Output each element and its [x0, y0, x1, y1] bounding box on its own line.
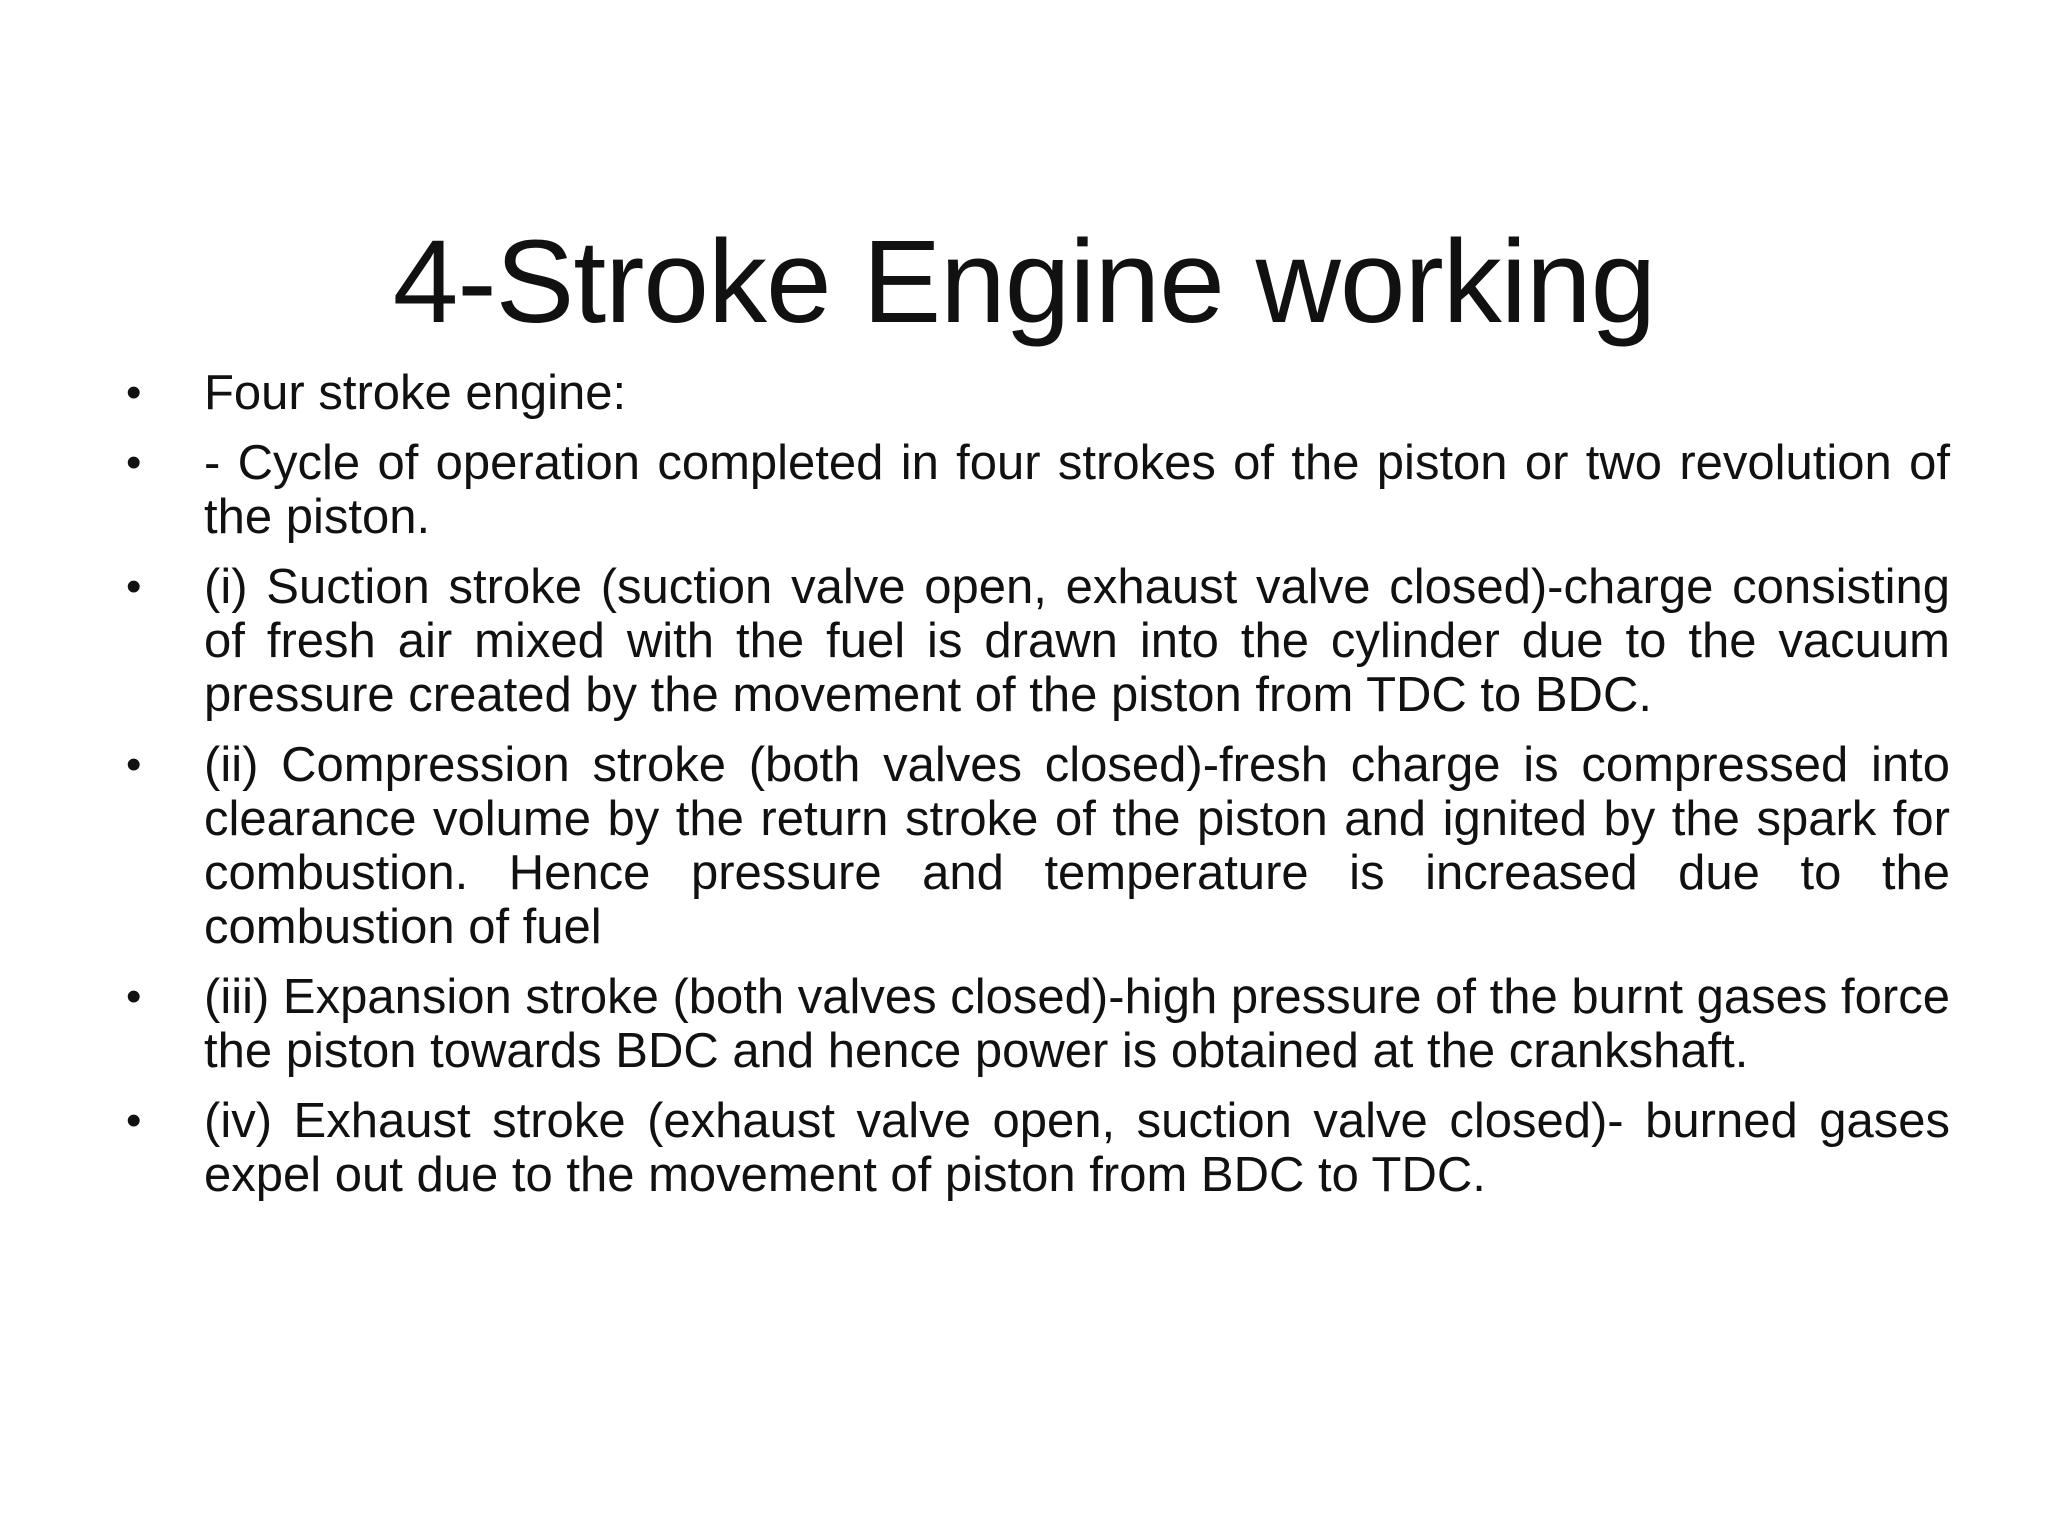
bullet-text: - Cycle of operation completed in four strokes of the piston or two revolution of the piston.	[204, 436, 1950, 544]
bullet-marker: •	[126, 438, 142, 487]
slide-title: 4-Stroke Engine working	[392, 216, 1656, 349]
bullet-item	[120, 436, 1950, 544]
bullet-text: (ii) Compression stroke (both valves closed)-fresh charge is compressed into clearance volume by the return stroke of the piston and ignited by the spark for combustion. Hence pressure and temperature is increased due to the combustion of fuel	[204, 738, 1950, 954]
bullet-text: Four stroke engine:	[204, 366, 627, 420]
bullet-text: (iii) Expansion stroke (both valves closed)-high pressure of the burnt gases force the piston towards BDC and hence power is obtained at the crankshaft.	[204, 970, 1950, 1078]
bullet-item	[120, 1094, 1950, 1202]
bullet-list	[120, 366, 1950, 1218]
bullet-item	[120, 560, 1950, 722]
bullet-item	[120, 366, 1950, 420]
bullet-marker: •	[126, 740, 142, 789]
bullet-item	[120, 738, 1950, 954]
bullet-text: (iv) Exhaust stroke (exhaust valve open, suction valve closed)- burned gases expel out due to the movement of piston from BDC to TDC.	[204, 1094, 1950, 1202]
bullet-text: (i) Suction stroke (suction valve open, exhaust valve closed)-charge consisting of fresh air mixed with the fuel is drawn into the cylinder due to the vacuum pressure created by the movement of the piston from TDC to BDC.	[204, 560, 1950, 722]
bullet-marker: •	[126, 972, 142, 1021]
bullet-marker: •	[126, 1096, 142, 1145]
bullet-marker: •	[126, 562, 142, 611]
bullet-item	[120, 970, 1950, 1078]
bullet-marker: •	[126, 368, 142, 417]
